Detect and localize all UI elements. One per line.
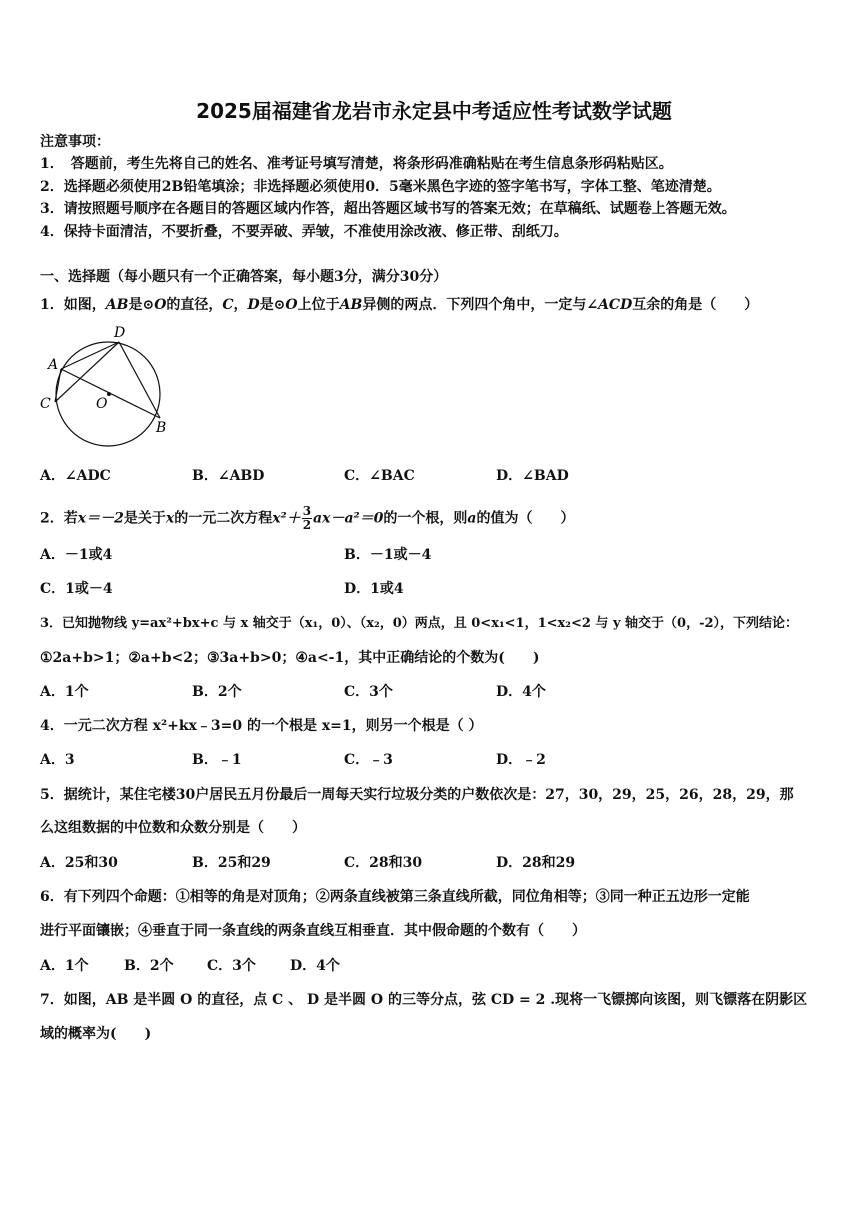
- q4-option-b[interactable]: B．﹣1: [192, 752, 242, 768]
- q6-option-a[interactable]: A．1个: [40, 958, 89, 974]
- question-2-text: 2．若x＝－2是关于x的一元二次方程x²＋ $\frac{3}{2}$ ax－a²＝0的一个根，则a的值为（ ）: [40, 504, 575, 532]
- circle-figure: [36, 322, 176, 452]
- question-5-line-1: 5．据统计，某住宅楼30户居民五月份最后一周每天实行垃圾分类的户数依次是：27，30，29，25，26，28，29，那: [40, 787, 794, 803]
- q4-option-c[interactable]: C．﹣3: [344, 752, 393, 768]
- label-b: B: [156, 420, 167, 436]
- q2-option-c[interactable]: C．1或－4: [40, 581, 113, 597]
- q1-option-a[interactable]: A．∠ADC: [40, 468, 111, 484]
- q1-option-b[interactable]: B．∠ABD: [192, 468, 265, 484]
- q1-option-d[interactable]: D．∠BAD: [496, 468, 569, 484]
- q5-option-d[interactable]: D．28和29: [496, 855, 576, 871]
- question-1-text: 1．如图，AB是⊙O的直径，C，D是⊙O上位于AB异侧的两点．下列四个角中，一定与∠ACD互余的角是（ ）: [40, 297, 759, 313]
- fraction-3-2: $\frac{3}{2}$: [302, 504, 312, 532]
- notice-item-3: 3．请按照题号顺序在各题目的答题区域内作答，超出答题区域书写的答案无效；在草稿纸、试题卷上答题无效。: [40, 201, 736, 217]
- label-d: D: [114, 325, 126, 341]
- notice-item-1: 1． 答题前，考生先将自己的姓名、准考证号填写清楚，将条形码准确粘贴在考生信息条形码粘贴区。: [40, 156, 673, 172]
- question-4-text: 4．一元二次方程 x²+kx﹣3=0 的一个根是 x=1，则另一个根是（ ）: [40, 718, 483, 734]
- chord-ad: [61, 342, 119, 369]
- question-3-line-2: ①2a+b>1；②a+b<2；③3a+b>0；④a<-1，其中正确结论的个数为( ): [40, 650, 540, 666]
- q3-option-b[interactable]: B．2个: [192, 684, 242, 700]
- q5-option-b[interactable]: B．25和29: [192, 855, 271, 871]
- q2-option-a[interactable]: A．－1或4: [40, 547, 113, 563]
- question-7-line-2: 域的概率为( ): [40, 1026, 152, 1042]
- q3-option-a[interactable]: A．1个: [40, 684, 89, 700]
- center-dot: [107, 392, 111, 396]
- q3-option-d[interactable]: D．4个: [496, 684, 546, 700]
- question-3-line-1: 3．已知抛物线 y=ax²+bx+c 与 x 轴交于（x₁，0）、（x₂，0）两点，且 0<x₁<1，1<x₂<2 与 y 轴交于（0，-2），下列结论：: [40, 616, 799, 631]
- q6-option-b[interactable]: B．2个: [124, 958, 174, 974]
- notice-heading: 注意事项：: [40, 134, 110, 150]
- q4-option-a[interactable]: A．3: [40, 752, 75, 768]
- q2-option-b[interactable]: B．－1或－4: [344, 547, 432, 563]
- label-a: A: [48, 357, 59, 373]
- question-5-line-2: 么这组数据的中位数和众数分别是（ ）: [40, 820, 306, 836]
- question-7-line-1: 7．如图，AB 是半圆 O 的直径，点 C 、 D 是半圆 O 的三等分点，弦 CD = 2 .现将一飞镖掷向该图，则飞镖落在阴影区: [40, 992, 808, 1008]
- q4-option-d[interactable]: D．﹣2: [496, 752, 546, 768]
- notice-item-4: 4．保持卡面清洁，不要折叠，不要弄破、弄皱，不准使用涂改液、修正带、刮纸刀。: [40, 224, 568, 240]
- chord-db: [119, 342, 160, 418]
- question-6-line-2: 进行平面镶嵌；④垂直于同一条直线的两条直线互相垂直．其中假命题的个数有（ ）: [40, 923, 586, 939]
- q6-option-d[interactable]: D．4个: [290, 958, 340, 974]
- label-c: C: [40, 396, 51, 412]
- notice-item-2: 2．选择题必须使用2B铅笔填涂；非选择题必须使用0．5毫米黑色字迹的签字笔书写，字体工整、笔迹清楚。: [40, 179, 721, 195]
- label-o: O: [96, 396, 108, 412]
- section-heading: 一、选择题（每小题只有一个正确答案，每小题3分，满分30分）: [40, 269, 448, 285]
- q3-option-c[interactable]: C．3个: [344, 684, 393, 700]
- q5-option-c[interactable]: C．28和30: [344, 855, 423, 871]
- question-6-line-1: 6．有下列四个命题：①相等的角是对顶角；②两条直线被第三条直线所截，同位角相等；③同一种正五边形一定能: [40, 889, 750, 905]
- q5-option-a[interactable]: A．25和30: [40, 855, 118, 871]
- q2-option-d[interactable]: D．1或4: [344, 581, 404, 597]
- q6-option-c[interactable]: C．3个: [207, 958, 256, 974]
- page-title: 2025届福建省龙岩市永定县中考适应性考试数学试题: [196, 99, 672, 123]
- q1-option-c[interactable]: C．∠BAC: [344, 468, 415, 484]
